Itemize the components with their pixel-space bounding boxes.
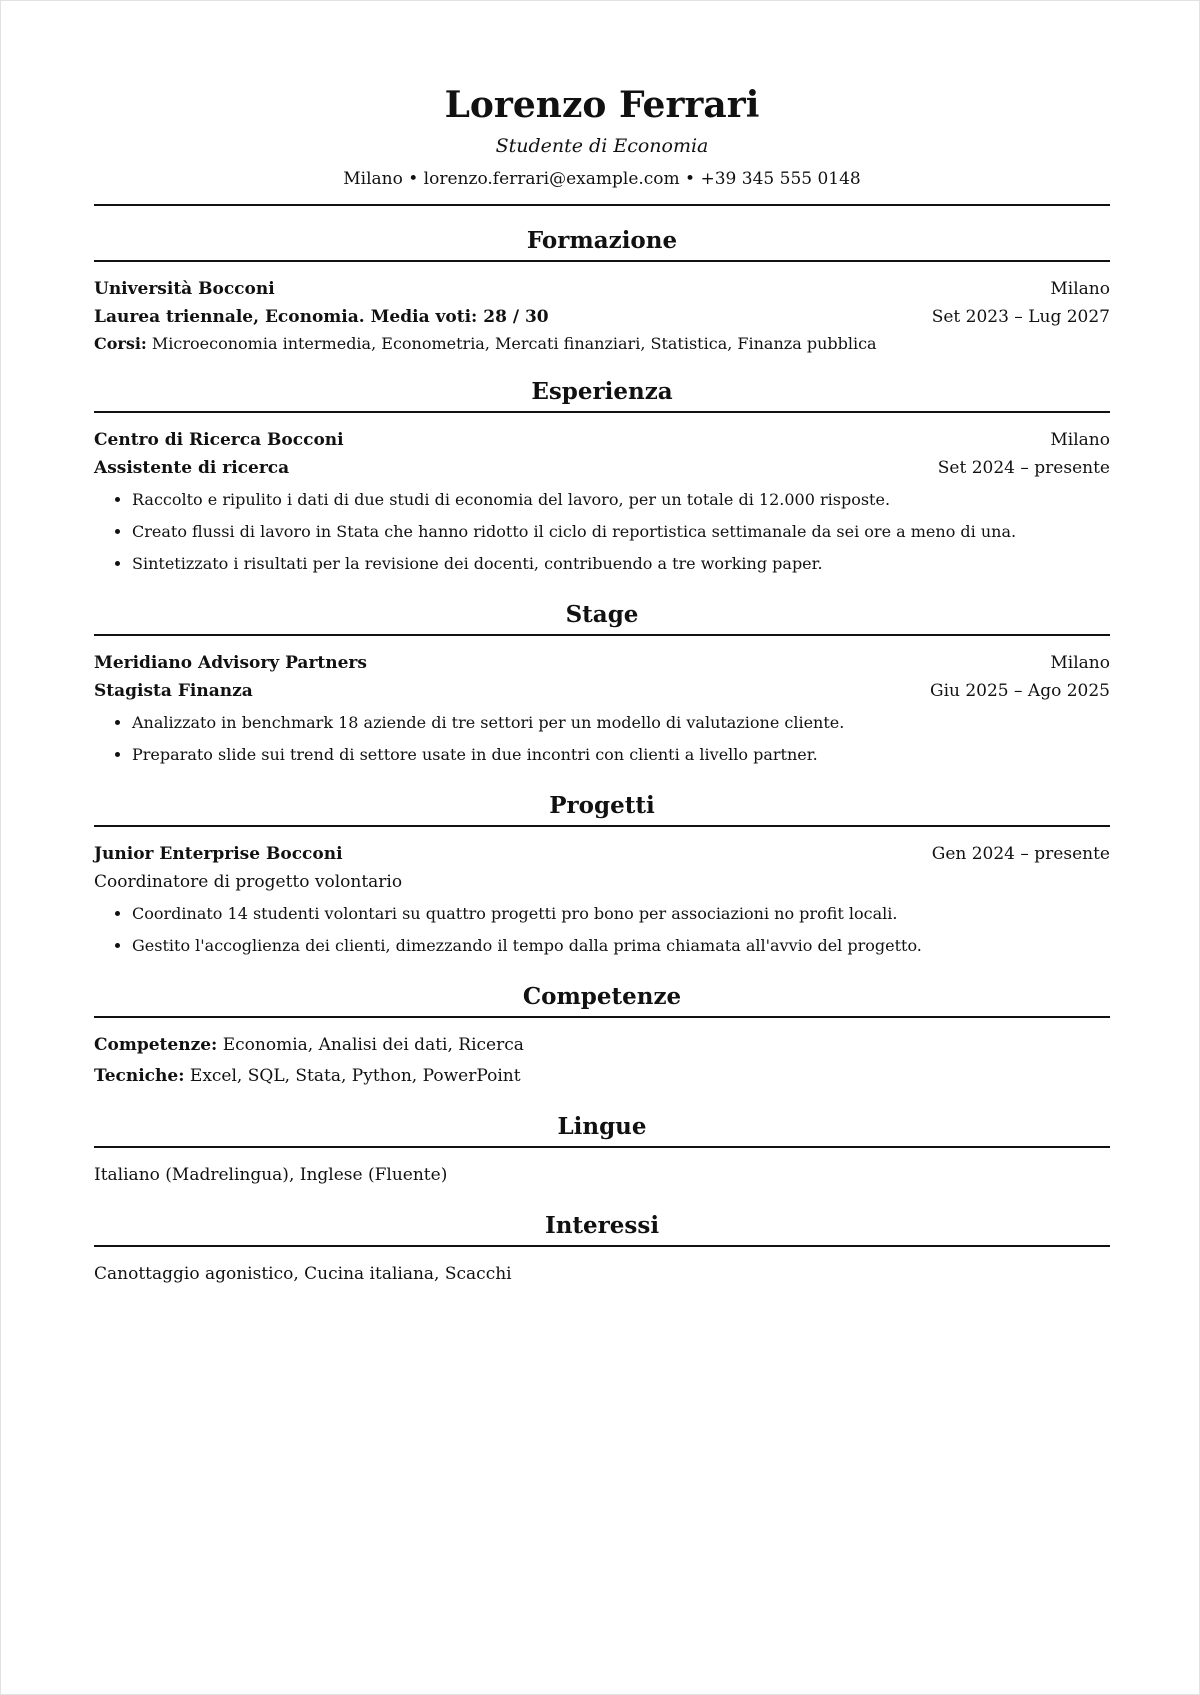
section-title-experience: Esperienza: [94, 377, 1110, 413]
section-title-education: Formazione: [94, 226, 1110, 262]
list-item: • Analizzato in benchmark 18 aziende di tre settori per un modello di valutazione cliente.: [132, 707, 1110, 739]
list-item: • Sintetizzato i risultati per la revisione dei docenti, contribuendo a tre working paper.: [132, 548, 1110, 580]
education-row-1: [94, 275, 1110, 303]
list-item: • Creato flussi di lavoro in Stata che hanno ridotto il ciclo di reportistica settimanale da sei ore a meno di una.: [132, 516, 1110, 548]
internship-row-2: [94, 677, 1110, 705]
section-title-interests: Interessi: [94, 1211, 1110, 1247]
internship-role: Stagista Finanza: [94, 681, 253, 701]
projects-dates: Gen 2024 – presente: [931, 844, 1110, 864]
education-row-2: [94, 303, 1110, 331]
section-title-projects: Progetti: [94, 791, 1110, 827]
experience-row-2: [94, 454, 1110, 482]
experience-entry: [94, 426, 1110, 580]
experience-org: Centro di Ricerca Bocconi: [94, 430, 344, 450]
internship-org: Meridiano Advisory Partners: [94, 653, 367, 673]
projects-org: Junior Enterprise Bocconi: [94, 844, 343, 864]
resume-content: [94, 81, 1110, 1290]
projects-row-1: [94, 840, 1110, 868]
internship-dates: Giu 2025 – Ago 2025: [929, 681, 1110, 701]
list-item: • Raccolto e ripulito i dati di due studi di economia del lavoro, per un totale di 12.000 risposte.: [132, 484, 1110, 516]
internship-entry: [94, 649, 1110, 771]
education-degree: Laurea triennale, Economia. Media voti: 28 / 30: [94, 307, 549, 327]
experience-location: Milano: [1050, 430, 1110, 450]
contact-line: Milano • lorenzo.ferrari@example.com • +39 345 555 0148: [343, 169, 861, 189]
interests-text: Canottaggio agonistico, Cucina italiana, Scacchi: [94, 1264, 512, 1284]
education-location: Milano: [1050, 279, 1110, 299]
projects-row-2: [94, 868, 1110, 896]
candidate-name: Lorenzo Ferrari: [444, 84, 760, 126]
section-title-languages: Lingue: [94, 1112, 1110, 1148]
tecniche-label: Tecniche:: [94, 1066, 185, 1086]
competenze-label: Competenze:: [94, 1035, 218, 1055]
interests-block: [94, 1259, 1110, 1290]
courses-label: Corsi:: [94, 334, 147, 353]
candidate-subtitle: Studente di Economia: [495, 135, 709, 157]
education-school: Università Bocconi: [94, 279, 275, 299]
header-divider: [94, 204, 1110, 206]
experience-row-1: [94, 426, 1110, 454]
languages-text: Italiano (Madrelingua), Inglese (Fluente): [94, 1165, 448, 1185]
education-entry: [94, 275, 1110, 357]
section-title-skills: Competenze: [94, 982, 1110, 1018]
courses-list: Microeconomia intermedia, Econometria, Mercati finanziari, Statistica, Finanza pubblica: [151, 334, 877, 353]
internship-location: Milano: [1050, 653, 1110, 673]
internship-bullets: [94, 707, 1110, 771]
languages-block: [94, 1160, 1110, 1191]
experience-bullets: [94, 484, 1110, 580]
skills-competenze: [94, 1030, 1110, 1061]
internship-row-1: [94, 649, 1110, 677]
projects-role: Coordinatore di progetto volontario: [94, 872, 403, 892]
list-item: • Coordinato 14 studenti volontari su quattro progetti pro bono per associazioni no profit locali.: [132, 898, 1110, 930]
education-dates: Set 2023 – Lug 2027: [931, 307, 1110, 327]
projects-entry: [94, 840, 1110, 962]
section-title-internship: Stage: [94, 600, 1110, 636]
education-courses: [94, 331, 1110, 357]
list-item: • Gestito l'accoglienza dei clienti, dimezzando il tempo dalla prima chiamata all'avvio del progetto.: [132, 930, 1110, 962]
experience-role: Assistente di ricerca: [94, 458, 290, 478]
projects-bullets: [94, 898, 1110, 962]
skills-tecniche: [94, 1061, 1110, 1092]
list-item: • Preparato slide sui trend di settore usate in due incontri con clienti a livello partner.: [132, 739, 1110, 771]
experience-dates: Set 2024 – presente: [937, 458, 1110, 478]
skills-block: [94, 1030, 1110, 1092]
tecniche-list: Excel, SQL, Stata, Python, PowerPoint: [189, 1066, 521, 1086]
competenze-list: Economia, Analisi dei dati, Ricerca: [222, 1035, 524, 1055]
